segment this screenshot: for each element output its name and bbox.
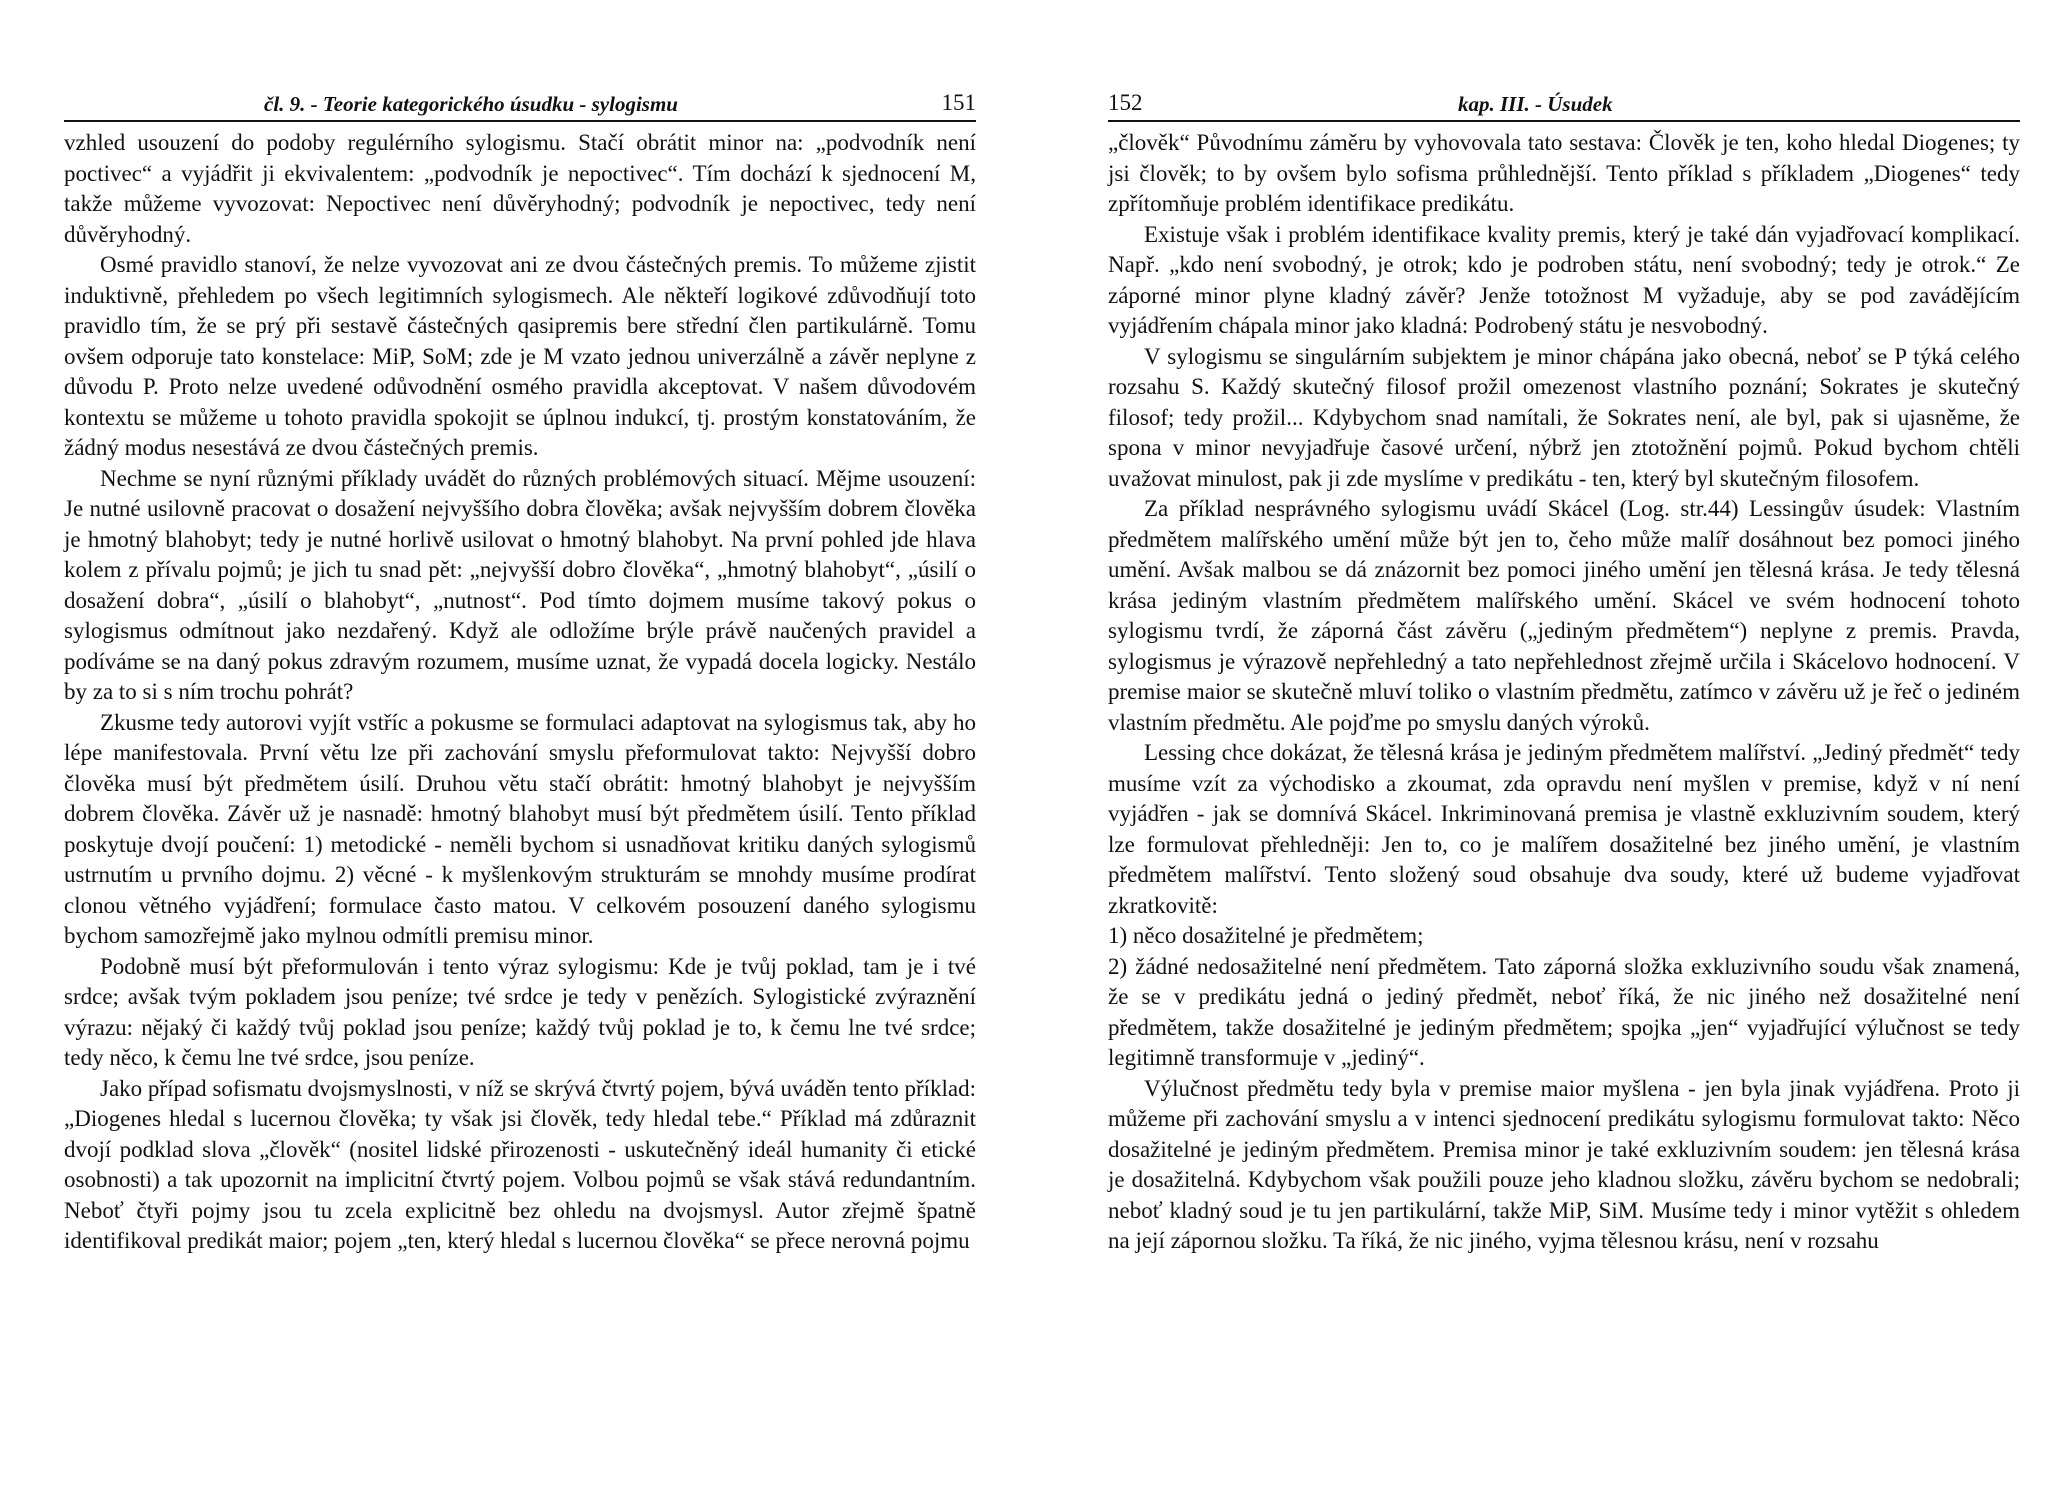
page-body: [64, 128, 976, 1257]
paragraph: Lessing chce dokázat, že tělesná krása je jediným předmětem malířství. „Jediný předmět“ tedy musíme vzít za východisko a zkoumat, zda opravdu není myšlen v premise, když v ní není vyjádřen - jak se domnívá Skácel. Inkriminovaná premisa je vlastně exkluzivním soudem, který lze formulovat přehledněji: Jen to, co je malířem dosažitelné bez jiného umění, je vlastním předmětem malířství. Tento složený soud obsahuje dva soudy, které už budeme vyjadřovat zkratkovitě:: [1108, 740, 2020, 918]
page-number: 152: [1108, 90, 1143, 115]
paragraph: Jako případ sofismatu dvojsmyslnosti, v níž se skrývá čtvrtý pojem, bývá uváděn tento příklad: „Diogenes hledal s lucernou člověka; ty však jsi člověk, tedy hledal tebe.“ Příklad má zdůraznit dvojí podklad slova „člověk“ (nositel lidské přirozenosti - uskutečněný ideál humanity či etické osobnosti) a tak upozornit na implicitní čtvrtý pojem. Volbou pojmů se však stává redundantním. Neboť čtyři pojmy jsou tu zcela explicitně bez ohledu na dvojsmysl. Autor zřejmě špatně identifikoval predikát maior; pojem „ten, který hledal s lucernou člověka“ se přece nerovná pojmu: [64, 1075, 976, 1253]
running-head: [64, 86, 976, 120]
header-rule: [64, 120, 976, 122]
paragraph: Zkusme tedy autorovi vyjít vstříc a pokusme se formulaci adaptovat na sylogismus tak, aby ho lépe manifestovala. První větu lze při zachování smyslu přeformulovat takto: Nejvyšší dobro člověka musí být předmětem úsilí. Druhou větu stačí obrátit: hmotný blahobyt je nejvyšším dobrem člověka. Závěr už je nasnadě: hmotný blahobyt musí být předmětem úsilí. Tento příklad poskytuje dvojí poučení: 1) metodické - neměli bychom si usnadňovat kritiku daných sylogismů ustrnutím u prvního dojmu. 2) věcné - k myšlenkovým strukturám se mnohdy musíme prodírat clonou větného vyjádření; formulace často matou. V celkovém posouzení daného sylogismu bychom samozřejmě jako mylnou odmítli premisu minor.: [64, 709, 976, 948]
paragraph: vzhled usouzení do podoby regulérního sylogismu. Stačí obrátit minor na: „podvodník není poctivec“ a vyjádřit ji ekvivalentem: „podvodník je nepoctivec“. Tím dochází k sjednocení M, takže můžeme vyvozovat: Nepoctivec není důvěryhodný; podvodník je nepoctivec, tedy není důvěryhodný.: [64, 130, 976, 247]
running-head: [1108, 86, 2020, 120]
header-rule: [1108, 120, 2020, 122]
left-page: [64, 86, 976, 1257]
paragraph: Podobně musí být přeformulován i tento výraz sylogismu: Kde je tvůj poklad, tam je i tvé srdce; avšak tvým pokladem jsou peníze; tvé srdce je tedy v penězích. Sylogistické zvýraznění výrazu: nějaký či každý tvůj poklad jsou peníze; každý tvůj poklad je to, k čemu lne tvé srdce; tedy něco, k čemu lne tvé srdce, jsou peníze.: [64, 953, 976, 1070]
page-number: 151: [941, 90, 976, 115]
right-page: [1108, 86, 2020, 1257]
running-title: čl. 9. - Teorie kategorického úsudku - sylogismu: [264, 92, 678, 116]
paragraph: Existuje však i problém identifikace kvality premis, který je také dán vyjadřovací komplikací. Např. „kdo není svobodný, je otrok; kdo je podroben státu, není svobodný; tedy je otrok.“ Ze záporné minor plyne kladný závěr? Jenže totožnost M vyžaduje, aby se pod zavádějícím vyjádřením chápala minor jako kladná: Podrobený státu je nesvobodný.: [1108, 221, 2020, 338]
page-body: [1108, 128, 2020, 1257]
paragraph: Za příklad nesprávného sylogismu uvádí Skácel (Log. str.44) Lessingův úsudek: Vlastním předmětem malířského umění může být jen to, čeho může malíř dosáhnout bez pomoci jiného umění. Avšak malbou se dá znázornit bez pomoci jiného umění jen tělesná krása. Je tedy tělesná krása jediným vlastním předmětem malířského umění. Skácel ve svém hodnocení tohoto sylogismu tvrdí, že záporná část závěru („jediným předmětem“) neplyne z premis. Pravda, sylogismus je výrazově nepřehledný a tato nepřehlednost zřejmě určila i Skácelovo hodnocení. V premise maior se skutečně mluví toliko o vlastním předmětu, zatímco v závěru už je řeč o jediném vlastním předmětu. Ale pojďme po smyslu daných výroků.: [1108, 496, 2020, 735]
paragraph: Osmé pravidlo stanoví, že nelze vyvozovat ani ze dvou částečných premis. To můžeme zjistit induktivně, přehledem po všech legitimních sylogismech. Ale někteří logikové zdůvodňují toto pravidlo tím, že se prý při sestavě částečných qasipremis bere střední člen partikulárně. Tomu ovšem odporuje tato konstelace: MiP, SoM; zde je M vzato jednou univerzálně a závěr neplyne z důvodu P. Proto nelze uvedené odůvodnění osmého pravidla akceptovat. V našem důvodovém kontextu se můžeme u tohoto pravidla spokojit se úplnou indukcí, tj. prostým konstatováním, že žádný modus nesestává ze dvou částečných premis.: [64, 252, 976, 460]
paragraph: „člověk“ Původnímu záměru by vyhovovala tato sestava: Člověk je ten, koho hledal Diogenes; ty jsi člověk; to by ovšem bylo sofisma průhlednější. Tento příklad s příkladem „Diogenes“ tedy zpřítomňuje problém identifikace predikátu.: [1108, 130, 2020, 216]
list-item: 2) žádné nedosažitelné není předmětem. Tato záporná složka exkluzivního soudu však znamená, že se v predikátu jedná o jediný předmět, neboť říká, že nic jiného než dosažitelné není předmětem, takže dosažitelné je jediným předmětem; spojka „jen“ vyjadřující výlučnost se tedy legitimně transformuje v „jediný“.: [1108, 953, 2020, 1070]
list-item: 1) něco dosažitelné je předmětem;: [1108, 923, 1424, 948]
paragraph: V sylogismu se singulárním subjektem je minor chápána jako obecná, neboť se P týká celého rozsahu S. Každý skutečný filosof prožil omezenost vlastního poznání; Sokrates je skutečný filosof; tedy prožil... Kdybychom snad namítali, že Sokrates není, ale byl, pak si ujasněme, že spona v minor nevyjadřuje časové určení, nýbrž jen ztotožnění pojmů. Pokud bychom chtěli uvažovat minulost, pak ji zde myslíme v predikátu - ten, který byl skutečným filosofem.: [1108, 343, 2020, 491]
paragraph: Výlučnost předmětu tedy byla v premise maior myšlena - jen byla jinak vyjádřena. Proto ji můžeme při zachování smyslu a v intenci sjednocení predikátu sylogismu formulovat takto: Něco dosažitelné je jediným předmětem. Premisa minor je také exkluzivním soudem: jen tělesná krása je dosažitelná. Kdybychom však použili pouze jeho kladnou složku, závěru bychom se nedobrali; neboť kladný soud je tu jen partikulární, takže MiP, SiM. Musíme tedy i minor vytěžit s ohledem na její zápornou složku. Ta říká, že nic jiného, vyjma tělesnou krásu, není v rozsahu: [1108, 1075, 2020, 1253]
running-title: kap. III. - Úsudek: [1458, 92, 1613, 116]
paragraph: Nechme se nyní různými příklady uvádět do různých problémových situací. Mějme usouzení: Je nutné usilovně pracovat o dosažení nejvyššího dobra člověka; avšak nejvyšším dobrem člověka je hmotný blahobyt; tedy je nutné horlivě usilovat o hmotný blahobyt. Na první pohled jde hlava kolem z přívalu pojmů; je jich tu snad pět: „nejvyšší dobro člověka“, „hmotný blahobyt“, „úsilí o dosažení dobra“, „úsilí o blahobyt“, „nutnost“. Pod tímto dojmem musíme takový pokus o sylogismus odmítnout jako nezdařený. Když ale odložíme brýle právě naučených pravidel a podíváme se na daný pokus zdravým rozumem, musíme uznat, že vypadá docela logicky. Nestálo by za to si s ním trochu pohrát?: [64, 465, 976, 704]
